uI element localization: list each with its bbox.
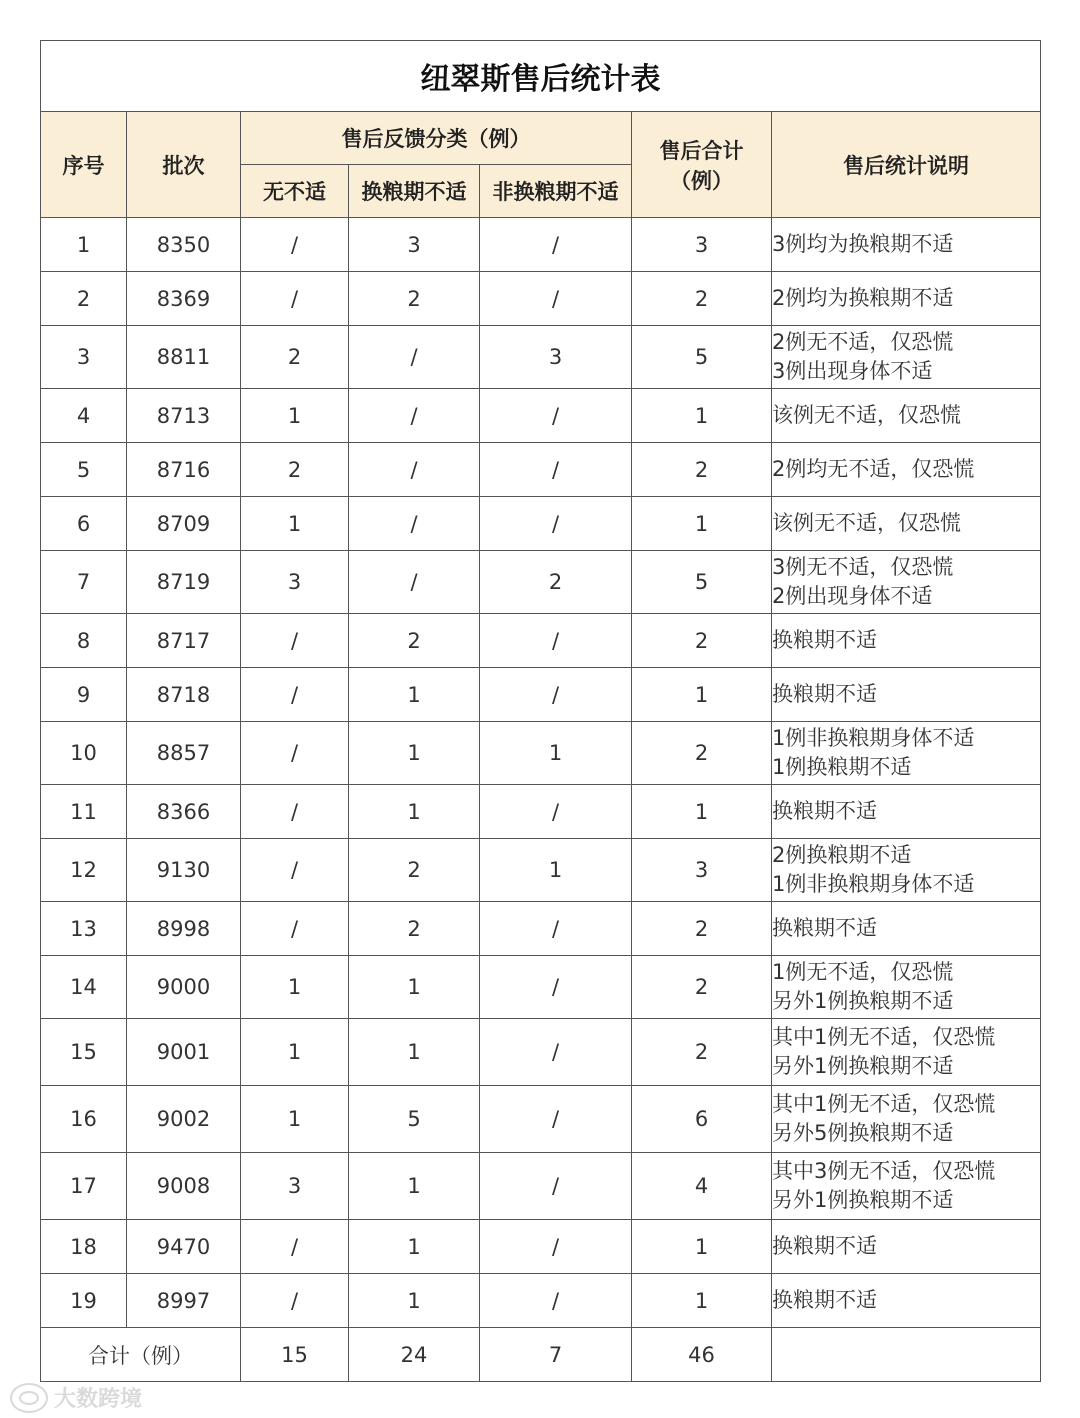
totals-total: 46 [632, 1328, 772, 1382]
cell-non-food-change: / [480, 218, 632, 272]
header-feedback-group: 售后反馈分类（例） [241, 112, 632, 165]
header-total [632, 112, 772, 218]
cell-note [772, 614, 1041, 668]
table-row [41, 1019, 1041, 1086]
cell-total: 1 [632, 1220, 772, 1274]
cell-note [772, 326, 1041, 389]
cell-non-food-change: / [480, 1153, 632, 1220]
cell-non-food-change: / [480, 902, 632, 956]
cell-note [772, 551, 1041, 614]
table-row [41, 956, 1041, 1019]
cell-seq: 11 [41, 785, 127, 839]
note-line: 该例无不适，仅恐慌 [772, 403, 961, 427]
cell-total: 2 [632, 272, 772, 326]
cell-seq: 3 [41, 326, 127, 389]
cell-seq: 7 [41, 551, 127, 614]
header-seq: 序号 [41, 112, 127, 218]
cell-no-discomfort: / [241, 785, 349, 839]
cell-note [772, 785, 1041, 839]
cell-no-discomfort: 1 [241, 1086, 349, 1153]
cell-no-discomfort: / [241, 272, 349, 326]
cell-batch: 9008 [127, 1153, 241, 1220]
cell-note [772, 1274, 1041, 1328]
cell-non-food-change: / [480, 1274, 632, 1328]
cell-food-change: 2 [349, 614, 480, 668]
cell-food-change: 1 [349, 722, 480, 785]
cell-non-food-change: / [480, 1019, 632, 1086]
cell-no-discomfort: / [241, 614, 349, 668]
cell-total: 2 [632, 722, 772, 785]
cell-food-change: 1 [349, 785, 480, 839]
cell-batch: 9001 [127, 1019, 241, 1086]
note-line: 3例出现身体不适 [772, 359, 933, 383]
cell-no-discomfort: 1 [241, 389, 349, 443]
cell-batch: 8713 [127, 389, 241, 443]
cell-total: 1 [632, 785, 772, 839]
table-row [41, 443, 1041, 497]
cell-seq: 9 [41, 668, 127, 722]
note-line: 2例均无不适，仅恐慌 [772, 457, 975, 481]
cell-batch: 8369 [127, 272, 241, 326]
cell-non-food-change: / [480, 614, 632, 668]
note-line: 1例非换粮期身体不适 [772, 872, 975, 896]
cell-no-discomfort: 3 [241, 551, 349, 614]
cell-food-change: / [349, 443, 480, 497]
cell-note [772, 1086, 1041, 1153]
cell-food-change: / [349, 551, 480, 614]
totals-label: 合计（例） [41, 1328, 241, 1382]
cell-no-discomfort: / [241, 1274, 349, 1328]
cell-food-change: 1 [349, 1274, 480, 1328]
note-line: 换粮期不适 [772, 1234, 877, 1258]
cell-batch: 8718 [127, 668, 241, 722]
cell-seq: 8 [41, 614, 127, 668]
cell-food-change: / [349, 497, 480, 551]
cell-seq: 6 [41, 497, 127, 551]
cell-no-discomfort: / [241, 722, 349, 785]
cell-non-food-change: 2 [480, 551, 632, 614]
totals-food-change: 24 [349, 1328, 480, 1382]
cell-food-change: 1 [349, 1153, 480, 1220]
note-line: 2例均为换粮期不适 [772, 286, 954, 310]
cell-non-food-change: / [480, 1220, 632, 1274]
table-row [41, 551, 1041, 614]
header-no-discomfort: 无不适 [241, 165, 349, 218]
cell-non-food-change: / [480, 1086, 632, 1153]
note-line: 其中1例无不适，仅恐慌 [772, 1025, 996, 1049]
cell-non-food-change: 3 [480, 326, 632, 389]
totals-row [41, 1328, 1041, 1382]
note-line: 2例无不适，仅恐慌 [772, 330, 954, 354]
cell-food-change: 3 [349, 218, 480, 272]
table-row [41, 389, 1041, 443]
watermark-logo-icon [10, 1383, 48, 1413]
cell-total: 1 [632, 389, 772, 443]
note-line: 换粮期不适 [772, 1288, 877, 1312]
cell-batch: 9470 [127, 1220, 241, 1274]
cell-seq: 10 [41, 722, 127, 785]
cell-note [772, 389, 1041, 443]
note-line: 换粮期不适 [772, 916, 877, 940]
cell-batch: 8350 [127, 218, 241, 272]
cell-note [772, 956, 1041, 1019]
table-body [41, 218, 1041, 1382]
table-row [41, 1220, 1041, 1274]
cell-no-discomfort: 1 [241, 497, 349, 551]
cell-note [772, 272, 1041, 326]
note-line: 另外1例换粮期不适 [772, 1188, 954, 1212]
cell-batch: 8717 [127, 614, 241, 668]
cell-non-food-change: / [480, 272, 632, 326]
cell-note [772, 1220, 1041, 1274]
cell-no-discomfort: 3 [241, 1153, 349, 1220]
note-line: 2例出现身体不适 [772, 584, 933, 608]
note-line: 换粮期不适 [772, 682, 877, 706]
cell-batch: 8709 [127, 497, 241, 551]
header-total-line2: （例） [670, 168, 733, 193]
cell-seq: 12 [41, 839, 127, 902]
table-title: 纽翠斯售后统计表 [41, 41, 1041, 112]
cell-total: 2 [632, 956, 772, 1019]
header-note: 售后统计说明 [772, 112, 1041, 218]
watermark-text: 大数跨境 [54, 1387, 143, 1412]
cell-note [772, 443, 1041, 497]
cell-seq: 4 [41, 389, 127, 443]
note-line: 1例非换粮期身体不适 [772, 726, 975, 750]
cell-note [772, 1019, 1041, 1086]
table-row [41, 614, 1041, 668]
cell-seq: 17 [41, 1153, 127, 1220]
cell-non-food-change: / [480, 443, 632, 497]
table-row [41, 272, 1041, 326]
cell-no-discomfort: / [241, 1220, 349, 1274]
cell-no-discomfort: / [241, 839, 349, 902]
cell-note [772, 839, 1041, 902]
header-non-food-change: 非换粮期不适 [480, 165, 632, 218]
cell-seq: 14 [41, 956, 127, 1019]
cell-note [772, 668, 1041, 722]
note-line: 3例无不适，仅恐慌 [772, 555, 954, 579]
cell-total: 2 [632, 443, 772, 497]
note-line: 2例换粮期不适 [772, 843, 912, 867]
cell-total: 3 [632, 839, 772, 902]
table-row [41, 218, 1041, 272]
header-batch: 批次 [127, 112, 241, 218]
cell-seq: 1 [41, 218, 127, 272]
cell-total: 5 [632, 326, 772, 389]
header-total-line1: 售后合计 [659, 138, 744, 163]
cell-no-discomfort: 2 [241, 443, 349, 497]
totals-no-discomfort: 15 [241, 1328, 349, 1382]
cell-batch: 8716 [127, 443, 241, 497]
cell-total: 2 [632, 902, 772, 956]
cell-non-food-change: 1 [480, 722, 632, 785]
cell-non-food-change: / [480, 956, 632, 1019]
cell-batch: 8857 [127, 722, 241, 785]
cell-food-change: 1 [349, 668, 480, 722]
table-row [41, 785, 1041, 839]
watermark [10, 1382, 142, 1413]
cell-batch: 9002 [127, 1086, 241, 1153]
cell-batch: 8366 [127, 785, 241, 839]
cell-no-discomfort: / [241, 668, 349, 722]
cell-total: 1 [632, 497, 772, 551]
cell-seq: 5 [41, 443, 127, 497]
cell-non-food-change: / [480, 389, 632, 443]
cell-note [772, 1153, 1041, 1220]
note-line: 换粮期不适 [772, 628, 877, 652]
note-line: 其中1例无不适，仅恐慌 [772, 1092, 996, 1116]
cell-non-food-change: / [480, 497, 632, 551]
table-row [41, 902, 1041, 956]
cell-food-change: / [349, 326, 480, 389]
cell-no-discomfort: 1 [241, 1019, 349, 1086]
table-row [41, 1086, 1041, 1153]
note-line: 3例均为换粮期不适 [772, 232, 954, 256]
cell-food-change: 2 [349, 272, 480, 326]
cell-total: 1 [632, 1274, 772, 1328]
note-line: 1例无不适，仅恐慌 [772, 960, 954, 984]
cell-batch: 9130 [127, 839, 241, 902]
cell-seq: 15 [41, 1019, 127, 1086]
table-row [41, 1153, 1041, 1220]
cell-seq: 13 [41, 902, 127, 956]
note-line: 1例换粮期不适 [772, 755, 912, 779]
table-row [41, 497, 1041, 551]
cell-food-change: 2 [349, 839, 480, 902]
cell-total: 4 [632, 1153, 772, 1220]
cell-seq: 19 [41, 1274, 127, 1328]
cell-total: 3 [632, 218, 772, 272]
cell-total: 5 [632, 551, 772, 614]
cell-batch: 8998 [127, 902, 241, 956]
cell-total: 2 [632, 614, 772, 668]
cell-food-change: 1 [349, 956, 480, 1019]
header-food-change: 换粮期不适 [349, 165, 480, 218]
cell-food-change: 2 [349, 902, 480, 956]
table-row [41, 722, 1041, 785]
note-line: 该例无不适，仅恐慌 [772, 511, 961, 535]
totals-note [772, 1328, 1041, 1382]
note-line: 另外1例换粮期不适 [772, 1054, 954, 1078]
cell-total: 2 [632, 1019, 772, 1086]
cell-batch: 8997 [127, 1274, 241, 1328]
after-sales-table [40, 40, 1041, 1382]
totals-non-food-change: 7 [480, 1328, 632, 1382]
cell-food-change: 5 [349, 1086, 480, 1153]
cell-seq: 2 [41, 272, 127, 326]
cell-non-food-change: 1 [480, 839, 632, 902]
cell-non-food-change: / [480, 668, 632, 722]
table-row [41, 839, 1041, 902]
note-line: 其中3例无不适，仅恐慌 [772, 1159, 996, 1183]
note-line: 换粮期不适 [772, 799, 877, 823]
table-row [41, 1274, 1041, 1328]
cell-total: 6 [632, 1086, 772, 1153]
note-line: 另外1例换粮期不适 [772, 989, 954, 1013]
cell-food-change: 1 [349, 1220, 480, 1274]
cell-seq: 18 [41, 1220, 127, 1274]
cell-note [772, 497, 1041, 551]
cell-batch: 8719 [127, 551, 241, 614]
table-row [41, 326, 1041, 389]
cell-note [772, 722, 1041, 785]
cell-food-change: 1 [349, 1019, 480, 1086]
cell-no-discomfort: / [241, 902, 349, 956]
cell-total: 1 [632, 668, 772, 722]
cell-seq: 16 [41, 1086, 127, 1153]
cell-note [772, 218, 1041, 272]
cell-non-food-change: / [480, 785, 632, 839]
cell-no-discomfort: 1 [241, 956, 349, 1019]
cell-note [772, 902, 1041, 956]
table-row [41, 668, 1041, 722]
cell-batch: 8811 [127, 326, 241, 389]
cell-batch: 9000 [127, 956, 241, 1019]
cell-no-discomfort: / [241, 218, 349, 272]
cell-no-discomfort: 2 [241, 326, 349, 389]
note-line: 另外5例换粮期不适 [772, 1121, 954, 1145]
cell-food-change: / [349, 389, 480, 443]
